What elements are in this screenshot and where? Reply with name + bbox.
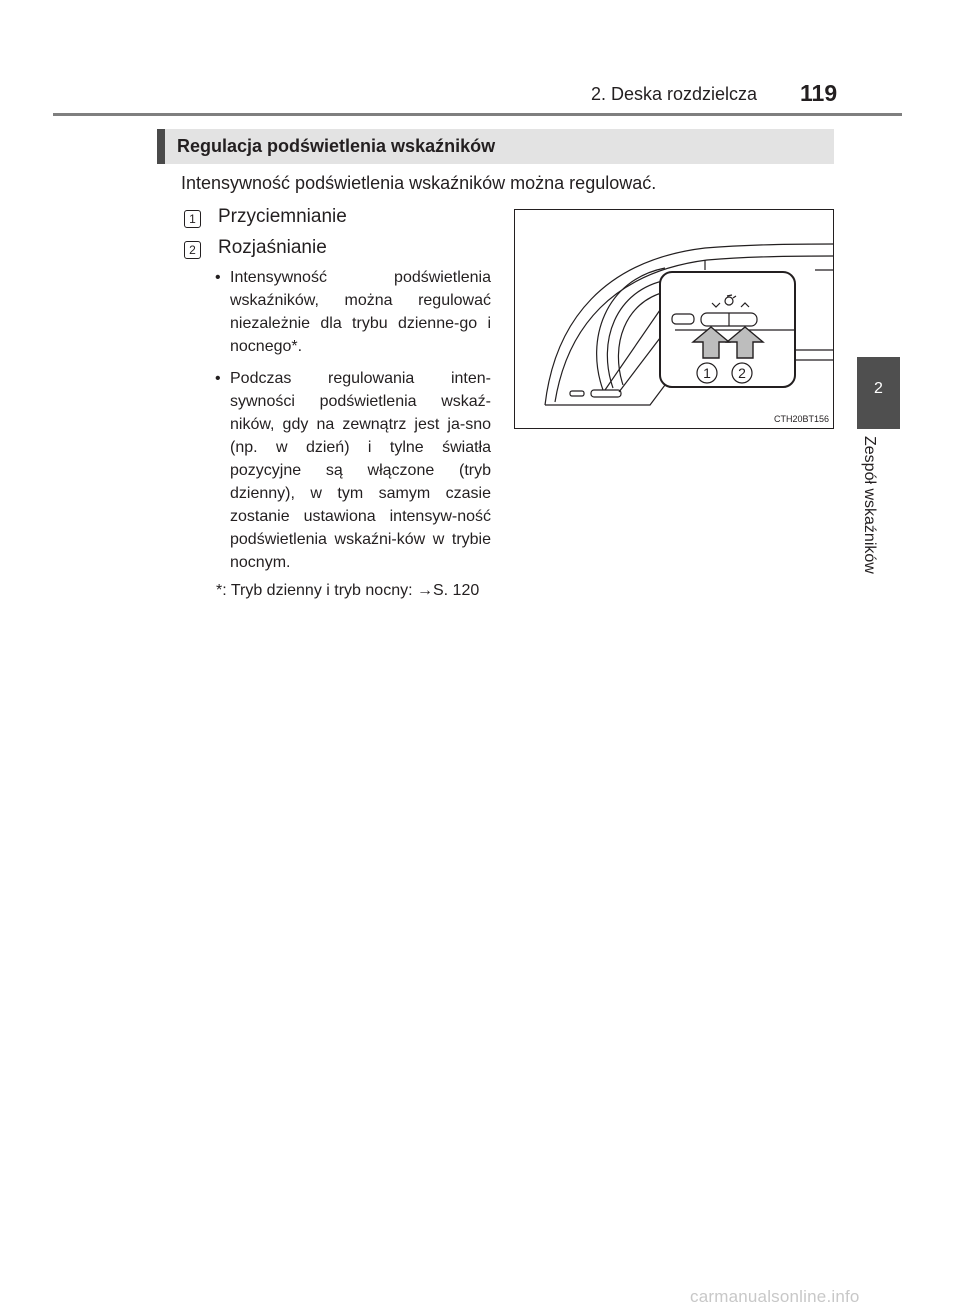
- watermark: carmanualsonline.info: [690, 1287, 860, 1306]
- page-number: 119: [800, 80, 838, 106]
- bullet-text-2: Podczas regulowania inten-sywności podświetlenia wskaź-ników, gdy na zewnątrz jest ja-sno (np. w dzień) i tylne światła pozycyjne są włączone (tryb dzienny), w tym samym czasie zostanie ustawiona intensyw-ność podświetlenia wskaźni-ków w trybie nocnym.: [230, 370, 491, 571]
- bullet-mark: •: [215, 370, 221, 387]
- chapter-tab-label: Zespół wskaźników: [861, 436, 878, 574]
- section-heading-accent: [157, 129, 165, 164]
- bullet-item-1: [215, 266, 491, 358]
- chapter-tab-number: 2: [874, 380, 883, 397]
- header-divider: [53, 113, 902, 116]
- intro-text: Intensywność podświetlenia wskaźników można regulować.: [181, 173, 657, 193]
- section-heading-bar: [157, 129, 834, 164]
- footnote: *: Tryb dzienny i tryb nocny: →S. 120: [216, 582, 480, 599]
- instrument-panel-figure: [514, 209, 834, 429]
- number-badge-2: 2: [184, 241, 201, 259]
- numbered-item-label-2: Rozjaśnianie: [218, 237, 327, 258]
- bullet-mark: •: [215, 269, 221, 286]
- gauge-cluster-illustration: [515, 210, 834, 429]
- header-section-title: 2. Deska rozdzielcza: [591, 84, 758, 104]
- figure-code: CTH20BT156: [773, 414, 829, 424]
- bullet-item-2: [215, 367, 491, 574]
- numbered-item-label-1: Przyciemnianie: [218, 206, 347, 227]
- bullet-text-1: Intensywność podświetlenia wskaźników, można regulować niezależnie dla trybu dzienne-go i nocnego*.: [230, 269, 491, 355]
- callout-1: 1: [703, 365, 711, 381]
- section-title: Regulacja podświetlenia wskaźników: [177, 136, 496, 156]
- number-badge-1: 1: [184, 210, 201, 228]
- chapter-tab: [857, 357, 900, 429]
- callout-2: 2: [738, 365, 746, 381]
